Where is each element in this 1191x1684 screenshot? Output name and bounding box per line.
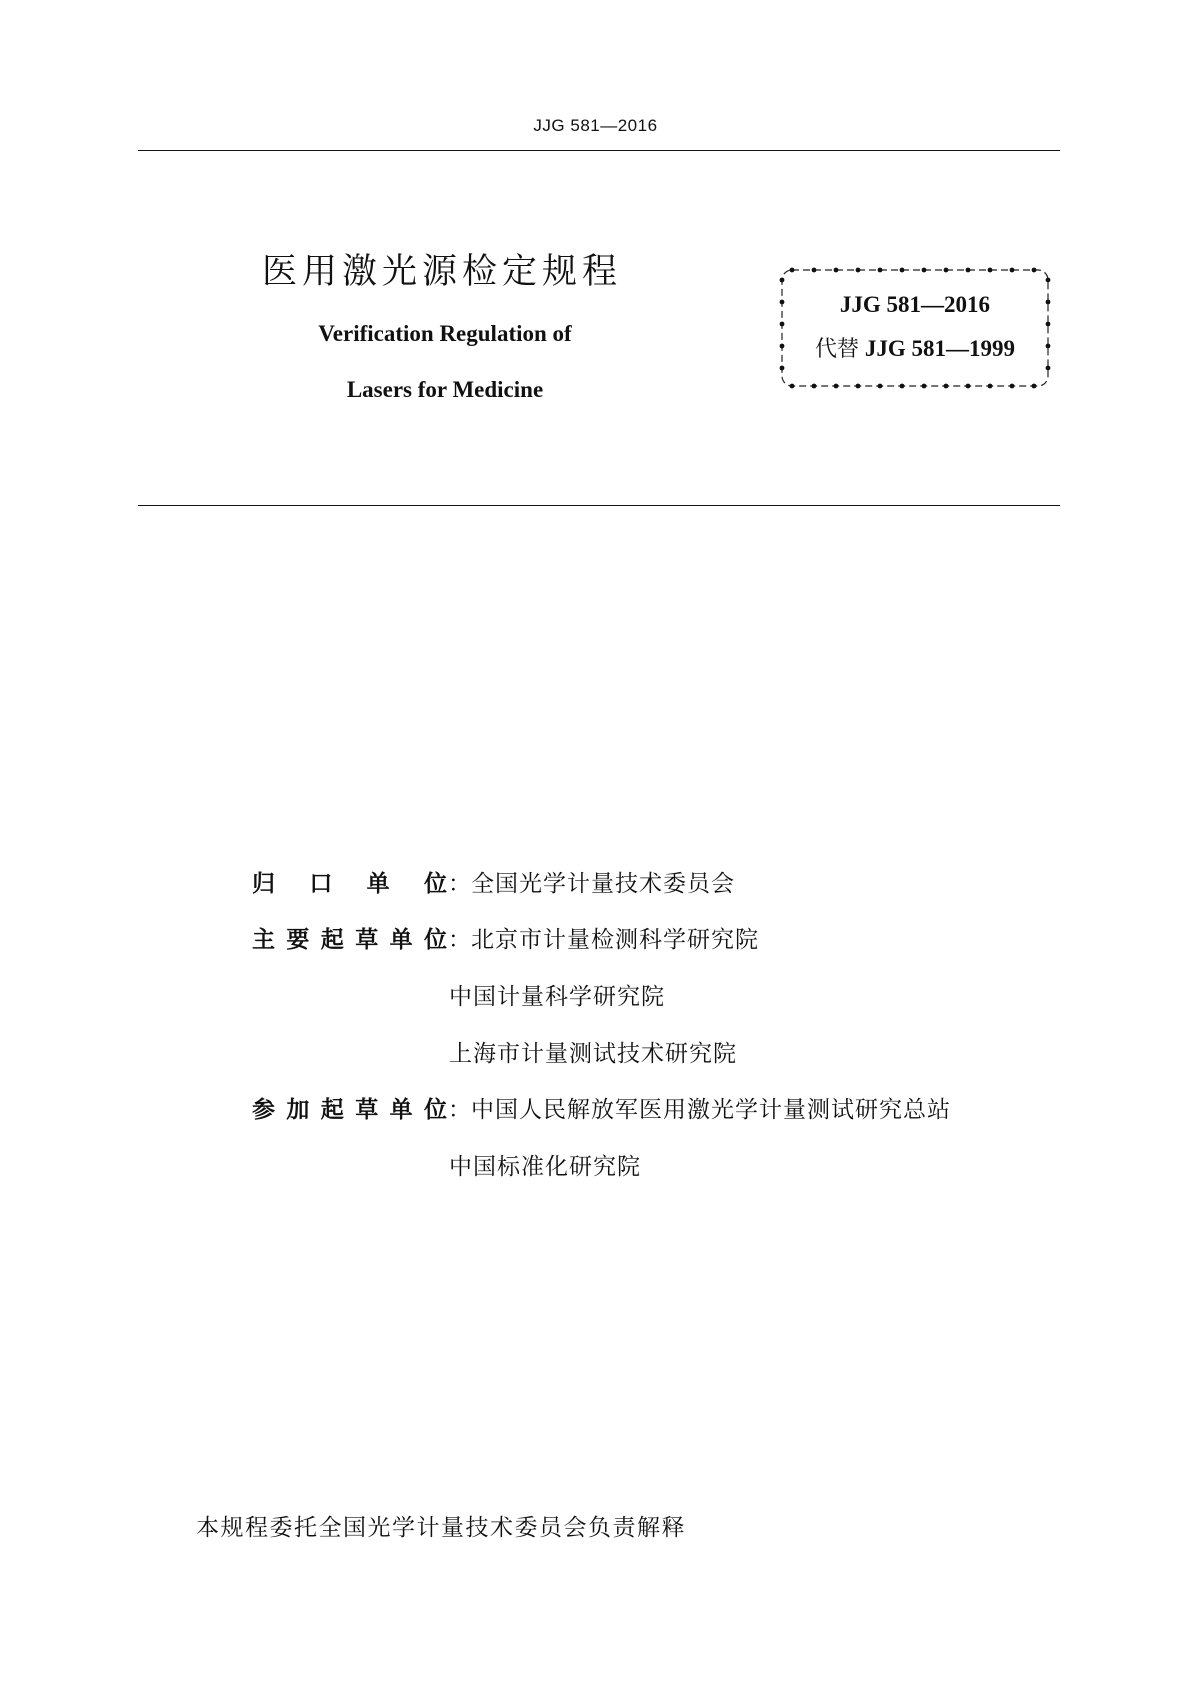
title-chinese: 医用激光源检定规程 [262,252,623,292]
replaced-code: JJG 581—1999 [864,336,1015,361]
replaces-line [776,332,1054,363]
main-drafting-colon: ： [448,927,471,953]
replaces-prefix: 代替 [815,337,860,362]
header-rule [138,150,1060,151]
responsible-unit-row [252,865,735,898]
responsible-unit-value: 全国光学计量技术委员会 [471,871,735,897]
title-english-line1: Verification Regulation of [318,321,572,346]
main-drafting-label: 主要起草单位 [252,927,448,953]
decorative-frame-icon [776,264,1054,392]
main-drafting-unit-row [252,921,759,954]
participating-unit-2: 中国标准化研究院 [449,1154,641,1180]
responsible-unit-colon: ： [448,871,471,897]
responsible-unit-label: 归口单位 [252,871,448,897]
title-english-line2: Lasers for Medicine [346,377,544,402]
participating-unit-1: 中国人民解放军医用激光学计量测试研究总站 [471,1097,951,1123]
main-drafting-unit-2: 中国计量科学研究院 [449,984,665,1010]
participating-colon: ： [448,1097,471,1123]
main-drafting-unit-3: 上海市计量测试技术研究院 [449,1041,737,1067]
standard-code: JJG 581—2016 [839,292,991,317]
participating-unit-row [252,1091,951,1124]
running-header-code: JJG 581—2016 [533,116,658,135]
participating-label: 参加起草单位 [252,1097,448,1123]
main-drafting-unit-1: 北京市计量检测科学研究院 [471,927,759,953]
interpretation-note: 本规程委托全国光学计量技术委员会负责解释 [196,1515,686,1541]
standard-code-box [776,264,1054,392]
title-rule [138,505,1060,506]
